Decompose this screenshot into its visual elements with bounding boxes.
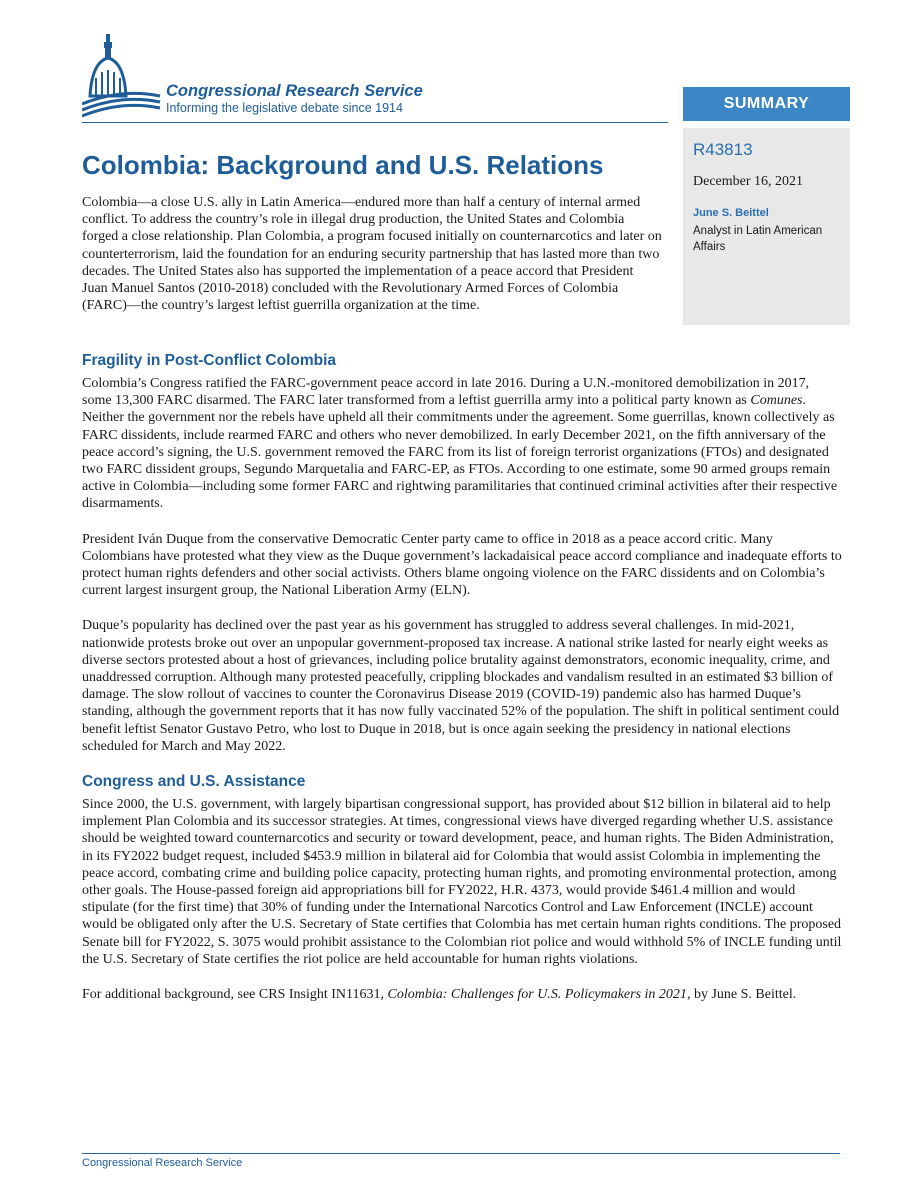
org-name: Congressional Research Service: [166, 82, 423, 100]
author-title: Analyst in Latin American Affairs: [693, 225, 823, 253]
body-paragraph: Since 2000, the U.S. government, with largely bipartisan congressional support, has provided about $12 billion in bilateral aid to help implement Plan Colombia and its successor strategies. At times, congressional views have diverged regarding whether U.S. assistance should be weighted toward counternarcotics and security or toward development, peace, and human rights. The Biden Administration, in its FY2022 budget request, included $453.9 million in bilateral aid for Colombia that would assist Colombia in implementing the peace accord, combating crime and building police capacity, protecting human rights, and promoting environmental protection, among other goals. The House-passed foreign aid appropriations bill for FY2022, H.R. 4373, would provide $461.4 million and would stipulate (for the first time) that 30% of funding under the International Narcotics Control and Law Enforcement (INCLE) account would be obligated only after the U.S. Secretary of State certifies that Colombia has met certain human rights conditions. The proposed Senate bill for FY2022, S. 3075 would prohibit assistance to the Colombian riot police and would withhold 5% of INCLE funding until the U.S. Secretary of State certifies the riot police are held accountable for human rights violations.: [82, 797, 842, 967]
body-paragraph: Duque’s popularity has declined over the past year as his government has struggled to address several challenges. In mid-2021, nationwide protests broke out over an unpopular government-proposed tax increase. A national strike lasted for nearly eight weeks as diverse sectors protested about a host of grievances, including police brutality against demonstrators, economic inequality, crime, and unaddressed corruption. Although many protested peacefully, crippling blockades and vandalism resulted in an estimated $3 billion of damage. The slow rollout of vaccines to counter the Coronavirus Disease 2019 (COVID-19) pandemic also has harmed Duque’s standing, although the government reports that it has now fully vaccinated 52% of the population. The shift in political sentiment could benefit leftist Senator Gustavo Petro, who lost to Duque in 2018, but is once again seeking the presidency in national elections scheduled for March and May 2022.: [82, 618, 840, 754]
summary-label: SUMMARY: [683, 87, 850, 121]
section-heading: Fragility in Post-Conflict Colombia: [82, 352, 337, 369]
page-title: Colombia: Background and U.S. Relations: [82, 150, 604, 180]
summary-gap: [683, 121, 850, 128]
body-paragraph: Colombia’s Congress ratified the FARC-government peace accord in late 2016. During a U.N.-monitored demobilization in 2017, some 13,300 FARC disarmed. The FARC later transformed from a leftist guerrilla army into a political party known as Comunes. Neither the government nor the rebels have upheld all their commitments under the agreement. Some guerrillas, known collectively as FARC dissidents, include rearmed FARC and others who never demobilized. In early December 2021, on the fifth anniversary of the peace accord’s signing, the U.S. government removed the FARC from its list of foreign terrorist organizations (FTOs) and designated two FARC dissident groups, Segundo Marquetalia and FARC-EP, as FTOs. According to one estimate, some 90 armed groups remain active in Colombia—including some former FARC and rightwing paramilitaries that continued criminal activities after their respective disarmaments.: [82, 376, 838, 512]
author-name[interactable]: June S. Beittel: [693, 207, 769, 219]
body-paragraph: President Iván Duque from the conservative Democratic Center party came to office in 2018 as a peace accord critic. Many Colombians have protested what they view as the Duque government’s lackadaisical peace accord compliance and inadequate efforts to protect human rights defenders and other social activists. Others blame ongoing violence on the FARC dissidents and on Colombia’s current largest insurgent group, the National Liberation Army (ELN).: [82, 531, 842, 599]
intro-paragraph: Colombia—a close U.S. ally in Latin America—endured more than half a century of internal armed conflict. To address the country’s role in illegal drug production, the United States and Colombia forged a close relationship. Plan Colombia, a program focused initially on counternarcotics and later on counterterrorism, laid the foundation for an enduring security partnership that has lasted more than two decades. The United States also has supported the implementation of a peace accord that President Juan Manuel Santos (2010-2018) concluded with the Revolutionary Armed Forces of Colombia (FARC)—the country’s largest leftist guerrilla organization at the time.: [82, 195, 662, 314]
report-date: December 16, 2021: [693, 174, 804, 189]
party-name: Comunes: [750, 393, 803, 409]
page-footer: Congressional Research Service: [82, 1157, 243, 1169]
main-body: [82, 352, 842, 1021]
body-paragraph: For additional background, see CRS Insight IN11631, Colombia: Challenges for U.S. Policymakers in 2021, by June S. Beittel.: [82, 987, 797, 1003]
report-number: R43813: [693, 140, 753, 159]
org-tagline: Informing the legislative debate since 1914: [166, 101, 403, 115]
citation-title[interactable]: Colombia: Challenges for U.S. Policymakers in 2021: [387, 987, 687, 1003]
section-heading: Congress and U.S. Assistance: [82, 773, 306, 791]
crs-logo: [82, 34, 482, 124]
footer-divider: [82, 1153, 840, 1154]
header-divider: [82, 122, 668, 123]
capitol-dome-icon: [82, 34, 162, 124]
summary-sidebar: [683, 87, 850, 325]
